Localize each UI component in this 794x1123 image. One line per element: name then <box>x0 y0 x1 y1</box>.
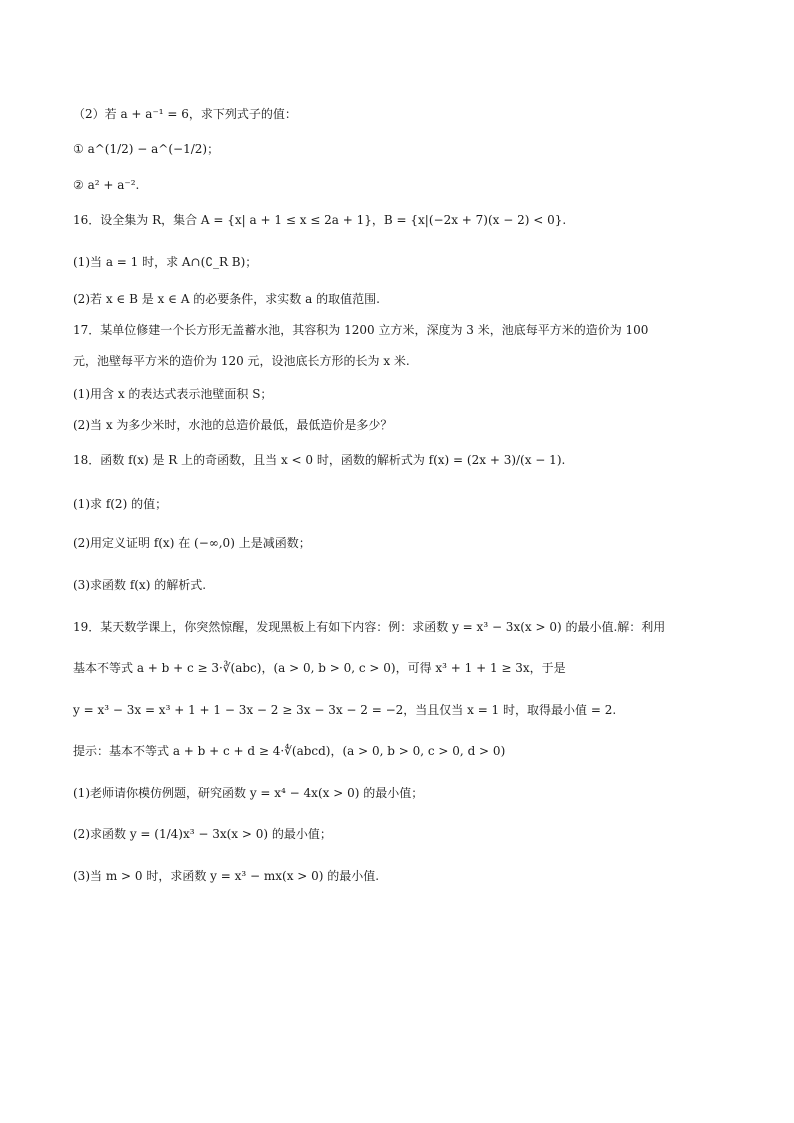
question-19-hint: 提示：基本不等式 a + b + c + d ≥ 4·∜(abcd)，(a > 0, b > 0, c > 0, d > 0) <box>73 744 506 758</box>
question-19-example: y = x³ − 3x = x³ + 1 + 1 − 3x − 2 ≥ 3x − 3x − 2 = −2，当且仅当 x = 1 时，取得最小值 = 2. <box>73 703 617 717</box>
subquestion-1: ① a^(1/2) − a^(−1/2)； <box>73 142 220 156</box>
question-16-part-1: (1)当 a = 1 时，求 A∩(∁_R B)； <box>73 255 258 269</box>
question-18-part-3: (3)求函数 f(x) 的解析式. <box>73 578 207 592</box>
question-15-part-2: （2）若 a + a⁻¹ = 6，求下列式子的值： <box>73 107 297 121</box>
question-16: 16．设全集为 R，集合 A = {x| a + 1 ≤ x ≤ 2a + 1}，B = {x|(−2x + 7)(x − 2) < 0}. <box>73 213 567 227</box>
question-18-part-2: (2)用定义证明 f(x) 在 (−∞,0) 上是减函数； <box>73 536 311 550</box>
question-19: 19．某天数学课上，你突然惊醒，发现黑板上有如下内容：例：求函数 y = x³ − 3x(x > 0) 的最小值.解：利用 <box>73 620 666 634</box>
question-19-part-2: (2)求函数 y = (1/4)x³ − 3x(x > 0) 的最小值； <box>73 827 332 841</box>
question-18-part-1: (1)求 f(2) 的值； <box>73 497 168 511</box>
subquestion-2: ② a² + a⁻². <box>73 178 140 192</box>
question-17-part-2: (2)当 x 为多少米时，水池的总造价最低，最低造价是多少？ <box>73 418 393 432</box>
question-18: 18．函数 f(x) 是 R 上的奇函数，且当 x < 0 时，函数的解析式为 f(x) = (2x + 3)/(x − 1). <box>73 453 566 467</box>
question-17: 17．某单位修建一个长方形无盖蓄水池，其容积为 1200 立方米，深度为 3 米，池底每平方米的造价为 100 <box>73 323 649 337</box>
question-16-part-2: (2)若 x ∈ B 是 x ∈ A 的必要条件，求实数 a 的取值范围. <box>73 292 380 306</box>
question-19-part-3: (3)当 m > 0 时，求函数 y = x³ − mx(x > 0) 的最小值. <box>73 869 380 883</box>
question-17-continued: 元，池壁每平方米的造价为 120 元，设池底长方形的长为 x 米. <box>73 354 410 368</box>
question-19-continued: 基本不等式 a + b + c ≥ 3·∛(abc)，(a > 0, b > 0, c > 0)，可得 x³ + 1 + 1 ≥ 3x，于是 <box>73 661 566 675</box>
question-19-part-1: (1)老师请你模仿例题，研究函数 y = x⁴ − 4x(x > 0) 的最小值； <box>73 786 424 800</box>
question-17-part-1: (1)用含 x 的表达式表示池壁面积 S； <box>73 387 273 401</box>
